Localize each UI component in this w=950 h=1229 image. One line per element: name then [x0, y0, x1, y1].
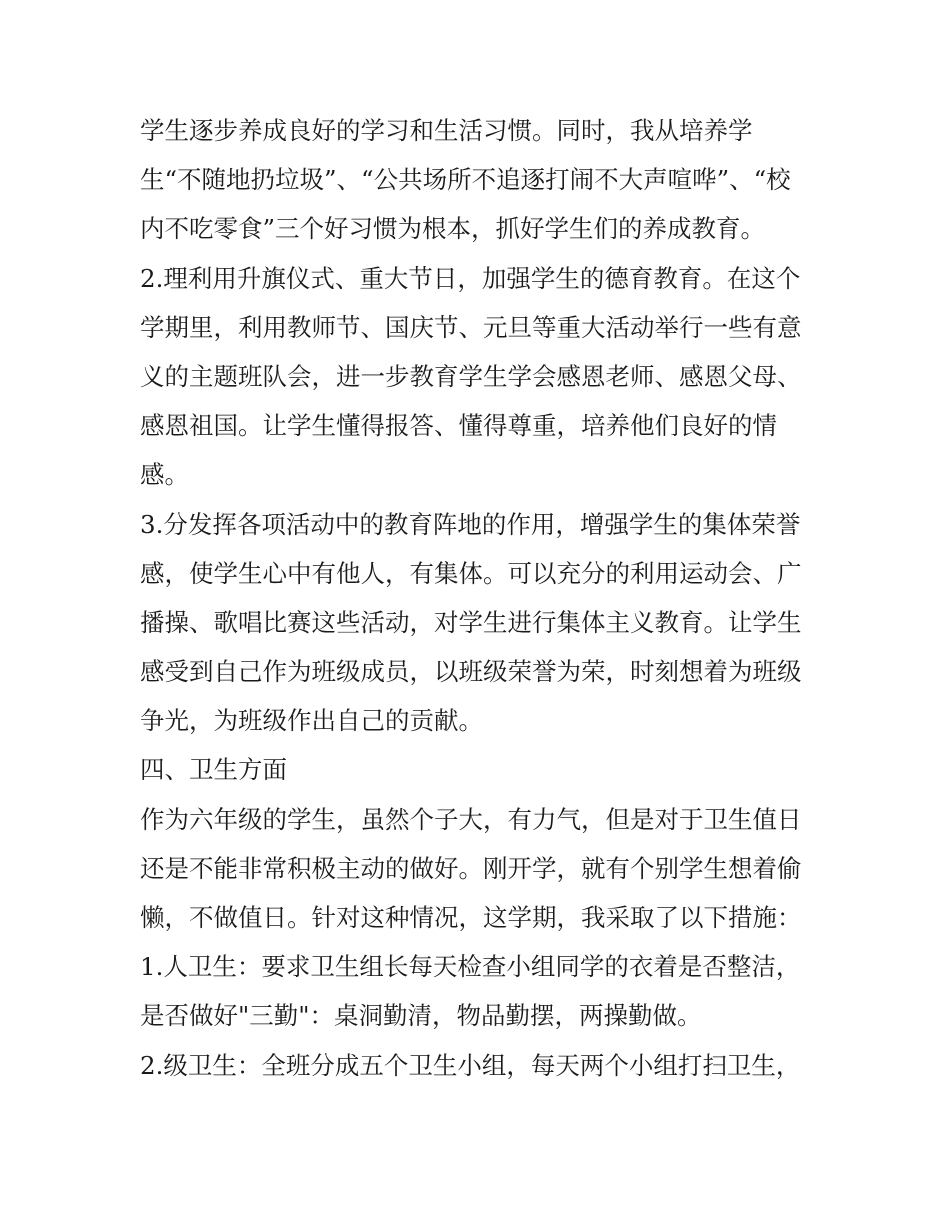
text-line: 2.级卫生：全班分成五个卫生小组，每天两个小组打扫卫生， [140, 1050, 801, 1080]
text-line: 作为六年级的学生，虽然个子大，有力气，但是对于卫生值日 [140, 804, 802, 834]
text-line: 播操、歌唱比赛这些活动，对学生进行集体主义教育。让学生 [140, 607, 802, 637]
text-line: 生“不随地扔垃圾”、“公共场所不追逐打闹不大声喧哗”、“校 [140, 165, 791, 195]
section-heading: 四、卫生方面 [140, 755, 287, 785]
text-line: 感。 [140, 460, 189, 490]
text-line: 感受到自己作为班级成员，以班级荣誉为荣，时刻想着为班级 [140, 657, 802, 687]
text-line: 1.人卫生：要求卫生组长每天检查小组同学的衣着是否整洁， [140, 952, 801, 982]
text-line: 懒，不做值日。针对这种情况，这学期，我采取了以下措施： [140, 903, 802, 932]
text-line: 感恩祖国。让学生懂得报答、懂得尊重，培养他们良好的情 [140, 411, 777, 441]
text-line: 感，使学生心中有他人，有集体。可以充分的利用运动会、广 [140, 558, 802, 588]
text-line: 内不吃零食”三个好习惯为根本，抓好学生们的养成教育。 [140, 214, 766, 244]
text-line: 还是不能非常积极主动的做好。刚开学，就有个别学生想着偷 [140, 853, 802, 883]
text-line: 学生逐步养成良好的学习和生活习惯。同时，我从培养学 [140, 116, 753, 145]
text-line: 争光，为班级作出自己的贡献。 [140, 706, 483, 736]
text-line: 3.分发挥各项活动中的教育阵地的作用，增强学生的集体荣誉 [140, 509, 801, 539]
document-body [140, 106, 820, 1090]
text-line: 2.理利用升旗仪式、重大节日，加强学生的德育教育。在这个 [140, 263, 801, 293]
text-line: 学期里，利用教师节、国庆节、元旦等重大活动举行一些有意 [140, 312, 802, 342]
text-line: 义的主题班队会，进一步教育学生学会感恩老师、感恩父母、 [140, 361, 802, 391]
text-line: 是否做好"三勤"：桌洞勤清，物品勤摆，两操勤做。 [140, 1001, 702, 1031]
